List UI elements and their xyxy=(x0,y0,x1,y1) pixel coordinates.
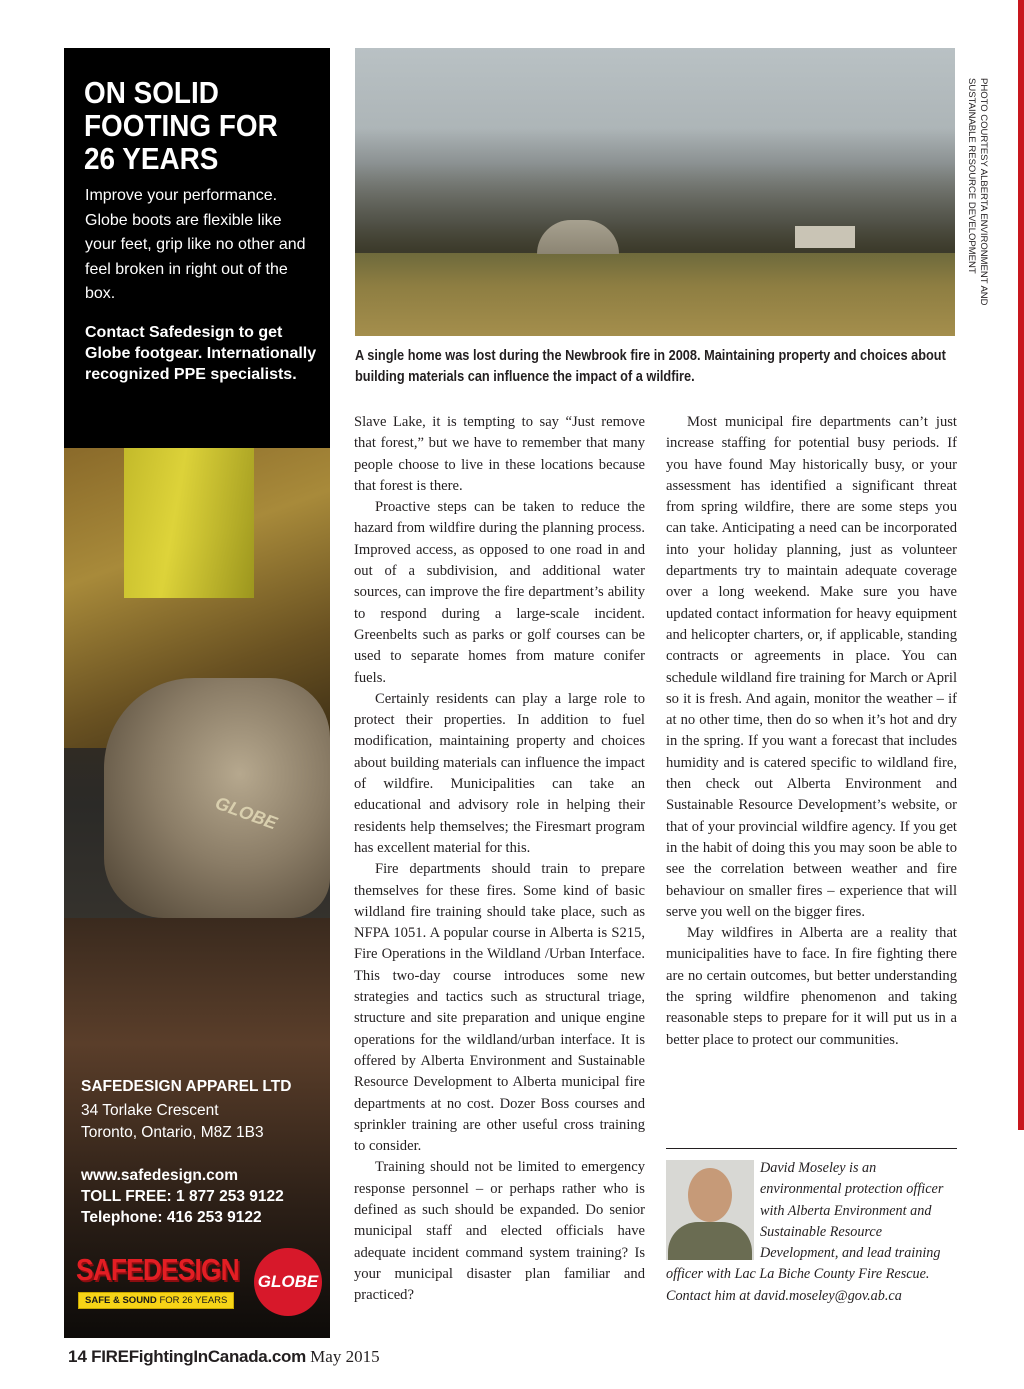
ad-website-link[interactable]: www.safedesign.com xyxy=(81,1167,239,1184)
page-edge-red-bar xyxy=(1018,0,1024,1130)
article-paragraph: Fire departments should train to prepare themselves for these fires. Some kind of basic wildland fire training should take place, such as NFPA 1051. A popular course in Alberta is S215, Fire Operations in the Wildland /Urban Interface. This two-day course introduces some new strategies and tactics such as structural triage, structure and site preparation and unique engine operations for the wildland/urban interface. It is offered by Alberta Environment and Sustainable Resource Development to Alberta municipal fire departments at no cost. Dozer Boss courses and sprinkler training are other useful cross training to consider. xyxy=(354,861,645,1155)
author-bio xyxy=(666,1158,958,1307)
globe-logo: GLOBE xyxy=(254,1248,322,1316)
photo-field xyxy=(355,253,955,336)
ad-address-line2: Toronto, Ontario, M8Z 1B3 xyxy=(81,1124,264,1141)
footer-site-link[interactable]: FIREFightingInCanada.com xyxy=(91,1347,306,1366)
ad-headline: ON SOLID FOOTING FOR 26 YEARS xyxy=(84,75,278,176)
safedesign-tagline xyxy=(78,1292,234,1309)
article-paragraph: May wildfires in Alberta are a reality that municipalities have to face. In fire fighting there are no certain outcomes, but better understanding the spring wildfire phenomenon and taking reasonable steps to prepare for it will put us in a better place to protect our communities. xyxy=(666,925,957,1048)
article-paragraph: Proactive steps can be taken to reduce the hazard from wildfire during the planning process. Improved access, as opposed to one road in and out of a subdivision, and additional water sources, can improve the fire department’s ability to respond during a large-scale incident. Greenbelts such as parks or golf courses can be used to separate homes from mature conifer fuels. xyxy=(354,499,645,686)
ad-company-name: SAFEDESIGN APPAREL LTD xyxy=(81,1078,292,1095)
photo-caption-line1: A single home was lost during the Newbrook fire in 2008. Maintaining property and choices about xyxy=(355,348,946,364)
photo-caption xyxy=(355,346,946,388)
reflective-stripe xyxy=(124,448,254,598)
ad-telephone: Telephone: 416 253 9122 xyxy=(81,1209,262,1226)
article-column-2 xyxy=(666,412,957,1051)
boot-brand-label: GLOBE xyxy=(212,792,280,834)
photo-credit: PHOTO COURTESY ALBERTA ENVIRONMENT AND SUSTAINABLE RESOURCE DEVELOPMENT xyxy=(966,78,989,306)
footer-issue: May 2015 xyxy=(310,1347,380,1366)
article-paragraph: Most municipal fire departments can’t just increase staffing for potential busy periods. If you have found May historically busy, or your assessment has identified a significant threat from spring wildfire, there are some steps you can take. Anticipating a need can be incorporated into your holiday planning, just as volunteer departments try to maintain adequate coverage over a long weekend. Make sure you have updated contact information for heavy equipment and helicopter charters, or, if applicable, standing contracts or agreements in place. You can schedule wildland fire training for March or April so it is fresh. And again, monitor the weather – if at no other time, then do so when it’s hot and dry in the spring. If you want a forecast that includes humidity and is catered specific to wildland fire, then check out Alberta Environment and Sustainable Resource Development’s website, or that of your provincial wildfire agency. If you get in the habit of doing this you may soon be able to see the correlation between weather and fire behaviour on smaller fires – experience that will serve you well on the bigger fires. xyxy=(666,414,957,920)
article-paragraph: Training should not be limited to emergency response personnel – or perhaps rather who is defined as such should be expanded. Do senior municipal staff and elected officials have adequate incident command system training? Is your municipal disaster plan familiar and practiced? xyxy=(354,1159,645,1304)
ad-tollfree: TOLL FREE: 1 877 253 9122 xyxy=(81,1188,284,1205)
ad-body-text: Improve your performance. Globe boots are flexible like your feet, grip like no other and feel broken in right out of the box. xyxy=(85,187,306,302)
tagline-strong: SAFE & SOUND xyxy=(85,1295,157,1306)
page-number: 14 xyxy=(68,1347,87,1366)
author-bio-text: David Moseley is an environmental protection officer with Alberta Environment and Sustainable Resource Development, and lead training officer with Lac La Biche County Fire Rescue. Contact him at david.moseley@gov.ab.ca xyxy=(666,1160,944,1304)
article-paragraph: Slave Lake, it is tempting to say “Just remove that forest,” but we have to remember that many people choose to live in these locations because that forest is there. xyxy=(354,414,645,494)
newbrook-fire-photo xyxy=(355,48,955,336)
ad-contact-info xyxy=(81,1165,284,1228)
bio-photo-space xyxy=(666,1158,760,1264)
safedesign-logo xyxy=(74,1252,254,1320)
article-paragraph: Certainly residents can play a large role to protect their properties. In addition to fuel modification, maintaining property and choices about building materials can influence the impact of wildfire. Municipalities can take an educational and advisory role in helping their residents help themselves; the Firesmart program has excellent material for this. xyxy=(354,690,645,856)
photo-shed xyxy=(795,226,855,248)
tagline-rest: FOR 26 YEARS xyxy=(159,1295,228,1306)
page-footer xyxy=(68,1347,380,1367)
ad-address xyxy=(81,1100,264,1144)
ad-contact-text: Contact Safedesign to get Globe footgear. Internationally recognized PPE specialists. xyxy=(85,324,317,383)
safedesign-logo-text: SAFEDESIGN xyxy=(76,1252,239,1287)
bio-divider xyxy=(666,1148,957,1149)
article-column-1 xyxy=(354,412,645,1306)
photo-caption-line2: building materials can influence the impact of a wildfire. xyxy=(355,369,695,385)
safedesign-advertisement[interactable] xyxy=(64,48,330,1338)
ad-address-line1: 34 Torlake Crescent xyxy=(81,1102,219,1119)
